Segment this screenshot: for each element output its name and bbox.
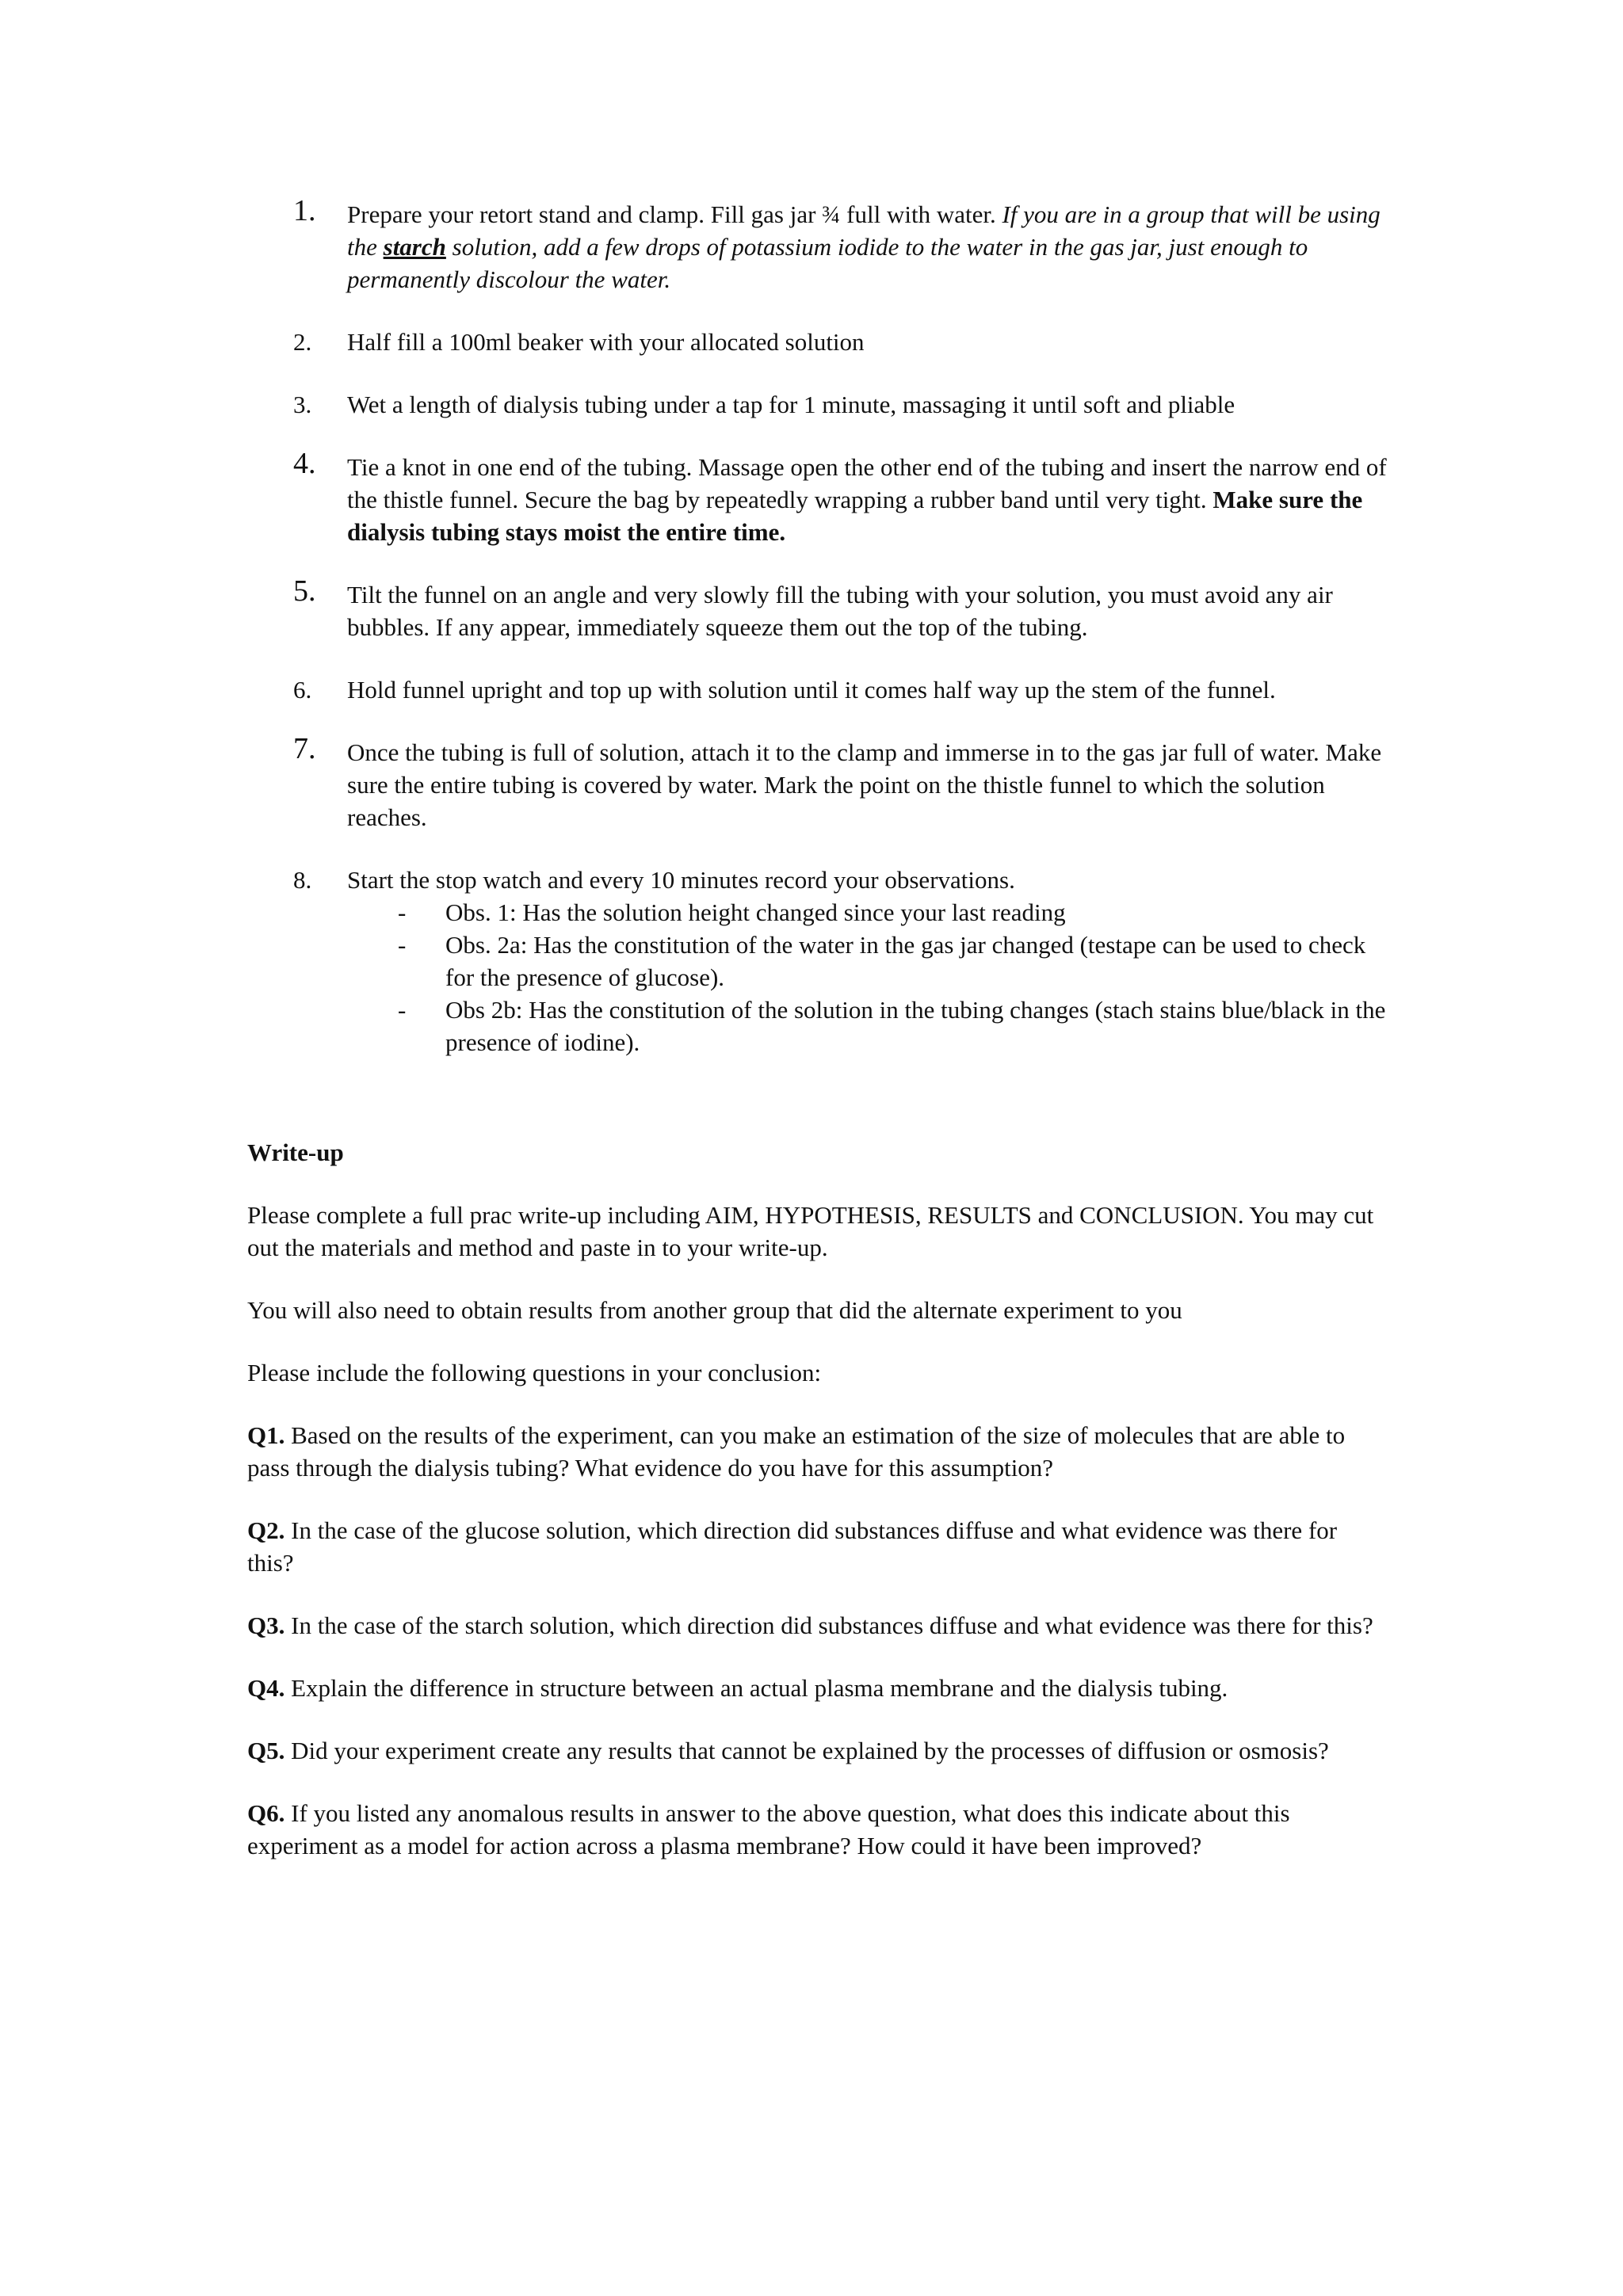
question-6 bbox=[247, 1797, 1388, 1862]
dash-bullet: - bbox=[398, 898, 407, 926]
observation-text: Obs. 1: Has the solution height changed since your last reading bbox=[445, 898, 1066, 926]
question-label: Q2. bbox=[247, 1516, 285, 1544]
step-number: 7. bbox=[293, 732, 316, 765]
step-1 bbox=[293, 194, 1387, 296]
step-number: 4. bbox=[293, 447, 316, 480]
question-5 bbox=[247, 1734, 1388, 1767]
step-number: 2. bbox=[293, 328, 312, 356]
step-7 bbox=[293, 732, 1387, 833]
step-italic-text: solution, add a few drops of potassium iodide to the water in the gas jar, just enough to permanently discolour the water. bbox=[347, 233, 1308, 293]
step-4 bbox=[293, 447, 1387, 548]
question-text: Explain the difference in structure between an actual plasma membrane and the dialysis tubing. bbox=[285, 1674, 1228, 1702]
starch-emphasis: starch bbox=[383, 233, 446, 261]
writeup-paragraph: You will also need to obtain results from another group that did the alternate experiment to you bbox=[247, 1296, 1182, 1324]
step-italic-text: If you are in a group that will be using the bbox=[347, 200, 1381, 261]
question-1 bbox=[247, 1419, 1388, 1484]
writeup-paragraph: Please complete a full prac write-up including AIM, HYPOTHESIS, RESULTS and CONCLUSION. You may cut out the materials and method and paste in to your write-up. bbox=[247, 1201, 1374, 1261]
step-number: 1. bbox=[293, 194, 316, 227]
question-label: Q4. bbox=[247, 1674, 285, 1702]
step-number: 3. bbox=[293, 391, 312, 418]
question-label: Q3. bbox=[247, 1611, 285, 1639]
step-6 bbox=[293, 673, 1387, 706]
observation-item bbox=[347, 896, 1387, 929]
observation-list bbox=[347, 896, 1387, 1058]
observation-text: Obs 2b: Has the constitution of the solution in the tubing changes (stach stains blue/black in the presence of iodine). bbox=[445, 996, 1386, 1056]
question-text: In the case of the glucose solution, which direction did substances diffuse and what evidence was there for this? bbox=[247, 1516, 1338, 1577]
dash-bullet: - bbox=[398, 996, 407, 1024]
step-number: 5. bbox=[293, 574, 316, 608]
step-8 bbox=[293, 864, 1387, 1058]
step-number: 8. bbox=[293, 866, 312, 894]
dash-bullet: - bbox=[398, 931, 407, 959]
step-text: Half fill a 100ml beaker with your allocated solution bbox=[347, 328, 865, 356]
question-text: Based on the results of the experiment, can you make an estimation of the size of molecules that are able to pass through the dialysis tubing? What evidence do you have for this assumption? bbox=[247, 1421, 1346, 1482]
step-text: Prepare your retort stand and clamp. Fill gas jar ¾ full with water. bbox=[347, 200, 1002, 228]
observation-item bbox=[347, 929, 1387, 994]
question-2 bbox=[247, 1514, 1388, 1579]
step-3 bbox=[293, 388, 1387, 421]
question-3 bbox=[247, 1609, 1388, 1642]
question-text: If you listed any anomalous results in answer to the above question, what does this indicate about this experiment as a model for action across a plasma membrane? How could it have been improved? bbox=[247, 1799, 1290, 1859]
step-text: Hold funnel upright and top up with solution until it comes half way up the stem of the funnel. bbox=[347, 676, 1276, 704]
step-2 bbox=[293, 326, 1387, 358]
method-steps bbox=[293, 194, 1387, 1089]
step-number: 6. bbox=[293, 676, 312, 704]
step-text: Once the tubing is full of solution, attach it to the clamp and immerse in to the gas jar full of water. Make sure the entire tubing is covered by water. Mark the point on the thistle funnel to which the solution reaches. bbox=[347, 738, 1382, 831]
observation-item bbox=[347, 994, 1387, 1058]
writeup-paragraph: Please include the following questions in your conclusion: bbox=[247, 1359, 822, 1386]
step-5 bbox=[293, 574, 1387, 643]
writeup-heading: Write-up bbox=[247, 1138, 344, 1166]
step-bold-text: Make sure the dialysis tubing stays moist the entire time. bbox=[347, 486, 1363, 546]
step-text: Wet a length of dialysis tubing under a tap for 1 minute, massaging it until soft and pliable bbox=[347, 391, 1235, 418]
question-4 bbox=[247, 1672, 1388, 1704]
question-label: Q5. bbox=[247, 1737, 285, 1764]
step-text: Tie a knot in one end of the tubing. Massage open the other end of the tubing and insert the narrow end of the thistle funnel. Secure the bag by repeatedly wrapping a rubber band until very tight. bbox=[347, 453, 1387, 513]
observation-text: Obs. 2a: Has the constitution of the water in the gas jar changed (testape can be used to check for the presence of glucose). bbox=[445, 931, 1366, 991]
writeup-section bbox=[247, 1136, 1388, 1892]
question-text: Did your experiment create any results that cannot be explained by the processes of diffusion or osmosis? bbox=[285, 1737, 1329, 1764]
question-label: Q6. bbox=[247, 1799, 285, 1827]
question-text: In the case of the starch solution, which direction did substances diffuse and what evidence was there for this? bbox=[285, 1611, 1373, 1639]
question-label: Q1. bbox=[247, 1421, 285, 1449]
step-text: Tilt the funnel on an angle and very slowly fill the tubing with your solution, you must avoid any air bubbles. If any appear, immediately squeeze them out the top of the tubing. bbox=[347, 581, 1333, 641]
step-text: Start the stop watch and every 10 minutes record your observations. bbox=[347, 866, 1015, 894]
